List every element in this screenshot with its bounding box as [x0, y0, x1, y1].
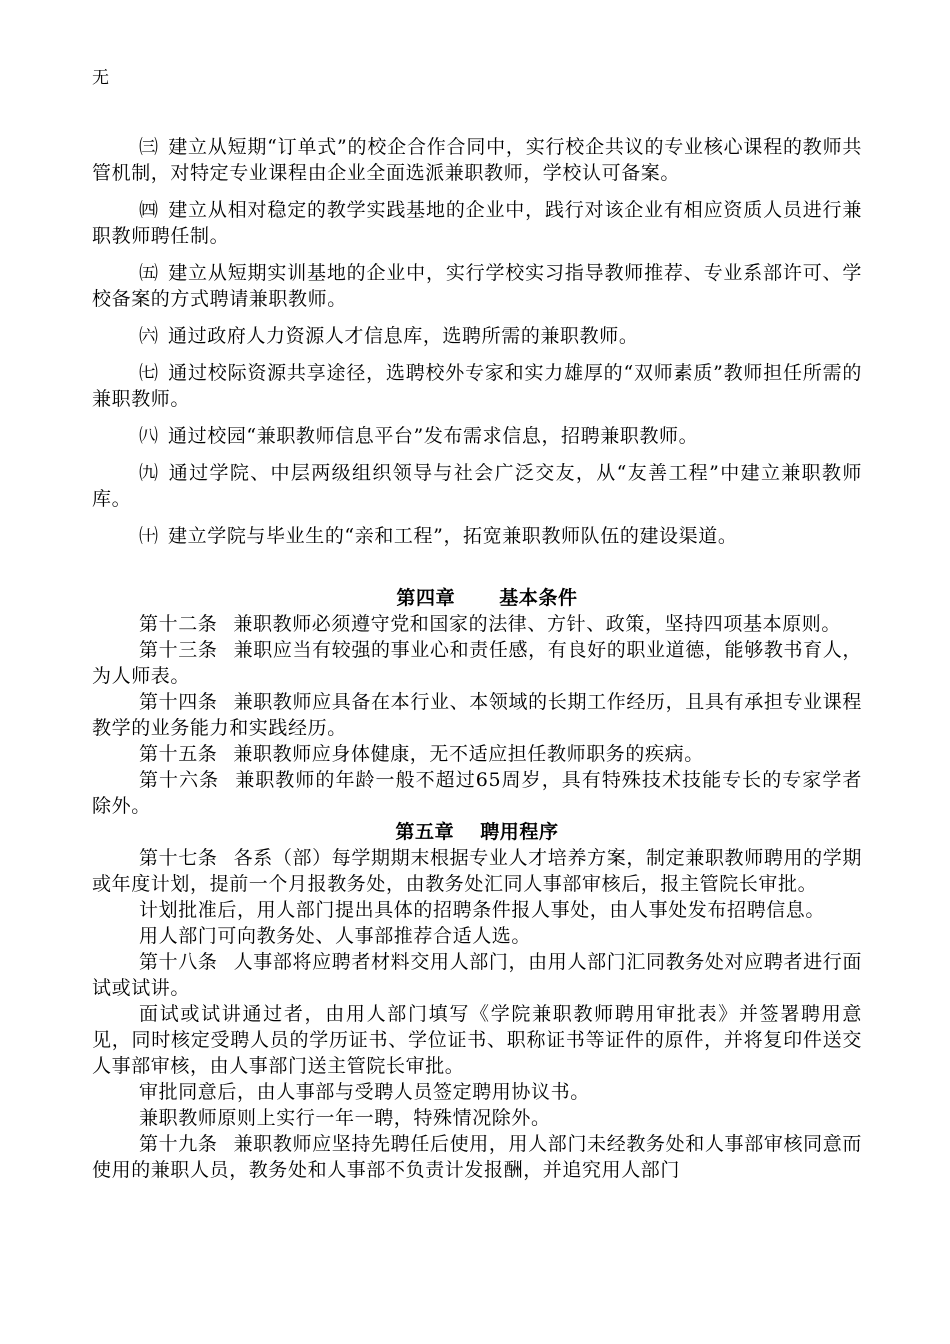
article-label: 第十五条 [139, 743, 218, 765]
approval-paragraph: 审批同意后，由人事部与受聘人员签定聘用协议书。 [139, 1081, 590, 1103]
article-text: 人事部将应聘者材料交用人部门，由用人部门汇同教务处对应聘者进行面试或试讲。 [92, 951, 862, 999]
recommend-paragraph: 用人部门可向教务处、人事部推荐合适人选。 [139, 925, 532, 947]
article-label: 第十八条 [139, 951, 218, 973]
article-12 [92, 611, 862, 637]
chapter-5-heading [92, 819, 862, 845]
article-label: 第十六条 [139, 769, 220, 791]
list-item [92, 134, 862, 186]
article-label: 第十九条 [139, 1133, 218, 1155]
list-item-text: 通过校际资源共享途径，选聘校外专家和实力雄厚的“双师素质”教师担任所需的兼职教师。 [92, 362, 862, 410]
article-text: 兼职教师应身体健康，无不适应担任教师职务的疾病。 [233, 743, 704, 765]
list-item [92, 197, 862, 249]
list-item [92, 423, 862, 449]
document-body [92, 134, 862, 1183]
article-15 [92, 741, 862, 767]
list-marker: ㈢ [139, 136, 159, 158]
chapter-title: 聘用程序 [480, 821, 559, 843]
list-item [92, 523, 862, 549]
chapter-number: 第五章 [395, 821, 455, 843]
list-marker: ㈦ [139, 362, 159, 384]
article-16 [92, 767, 862, 819]
list-item-text: 建立从相对稳定的教学实践基地的企业中，践行对该企业有相应资质人员进行兼职教师聘任制。 [92, 199, 862, 247]
list-item-text: 建立从短期“订单式”的校企合作合同中，实行校企共议的专业核心课程的教师共管机制，对特定专业课程由企业全面选派兼职教师，学校认可备案。 [92, 136, 862, 184]
list-marker: ㈥ [139, 325, 159, 347]
interview-paragraph: 面试或试讲通过者，由用人部门填写《学院兼职教师聘用审批表》并签署聘用意见，同时核定受聘人员的学历证书、学位证书、职称证书等证件的原件，并将复印件送交人事部审核，由人事部门送主管院长审批。 [92, 1003, 862, 1077]
article-text: 兼职教师应坚持先聘任后使用，用人部门未经教务处和人事部审核同意而使用的兼职人员，教务处和人事部不负责计发报酬，并追究用人部门 [92, 1133, 862, 1181]
article-text: 兼职教师应具备在本行业、本领域的长期工作经历，且具有承担专业课程教学的业务能力和实践经历。 [92, 691, 862, 739]
list-item [92, 323, 862, 349]
plan-approval-paragraph: 计划批准后，用人部门提出具体的招聘条件报人事处，由人事处发布招聘信息。 [139, 899, 826, 921]
list-item-text: 通过校园“兼职教师信息平台”发布需求信息，招聘兼职教师。 [168, 425, 699, 447]
article-label: 第十二条 [139, 613, 218, 635]
list-marker: ㈣ [139, 199, 159, 221]
list-item [92, 260, 862, 312]
article-text: 兼职教师必须遵守党和国家的法律、方针、政策，坚持四项基本原则。 [233, 613, 842, 635]
article-17 [92, 845, 862, 897]
channel-list [92, 134, 862, 549]
article-label: 第十七条 [139, 847, 218, 869]
list-marker: ㈤ [139, 262, 159, 284]
header-mark: 无 [92, 68, 109, 88]
list-item-text: 通过政府人力资源人才信息库，选聘所需的兼职教师。 [168, 325, 639, 347]
article-19 [92, 1131, 862, 1183]
article-14 [92, 689, 862, 741]
article-18 [92, 949, 862, 1001]
article-text: 各系（部）每学期期末根据专业人才培养方案，制定兼职教师聘用的学期或年度计划，提前一个月报教务处，由教务处汇同人事部审核后，报主管院长审批。 [92, 847, 862, 895]
list-item [92, 360, 862, 412]
chapter-4-heading [92, 585, 862, 611]
article-text: 兼职教师的年龄一般不超过65周岁，具有特殊技术技能专长的专家学者除外。 [92, 769, 862, 817]
chapter-title: 基本条件 [499, 587, 578, 609]
chapter-number: 第四章 [396, 587, 456, 609]
article-label: 第十三条 [139, 639, 218, 661]
list-item [92, 460, 862, 512]
list-item-text: 建立从短期实训基地的企业中，实行学校实习指导教师推荐、专业系部许可、学校备案的方式聘请兼职教师。 [92, 262, 862, 310]
term-paragraph: 兼职教师原则上实行一年一聘，特殊情况除外。 [139, 1107, 551, 1129]
list-marker: ㈧ [139, 425, 159, 447]
list-marker: ㈩ [139, 525, 159, 547]
article-text: 兼职应当有较强的事业心和责任感，有良好的职业道德，能够教书育人，为人师表。 [92, 639, 862, 687]
list-marker: ㈨ [139, 462, 159, 484]
list-item-text: 通过学院、中层两级组织领导与社会广泛交友，从“友善工程”中建立兼职教师库。 [92, 462, 862, 510]
article-label: 第十四条 [139, 691, 218, 713]
article-13 [92, 637, 862, 689]
list-item-text: 建立学院与毕业生的“亲和工程”，拓宽兼职教师队伍的建设渠道。 [168, 525, 738, 547]
